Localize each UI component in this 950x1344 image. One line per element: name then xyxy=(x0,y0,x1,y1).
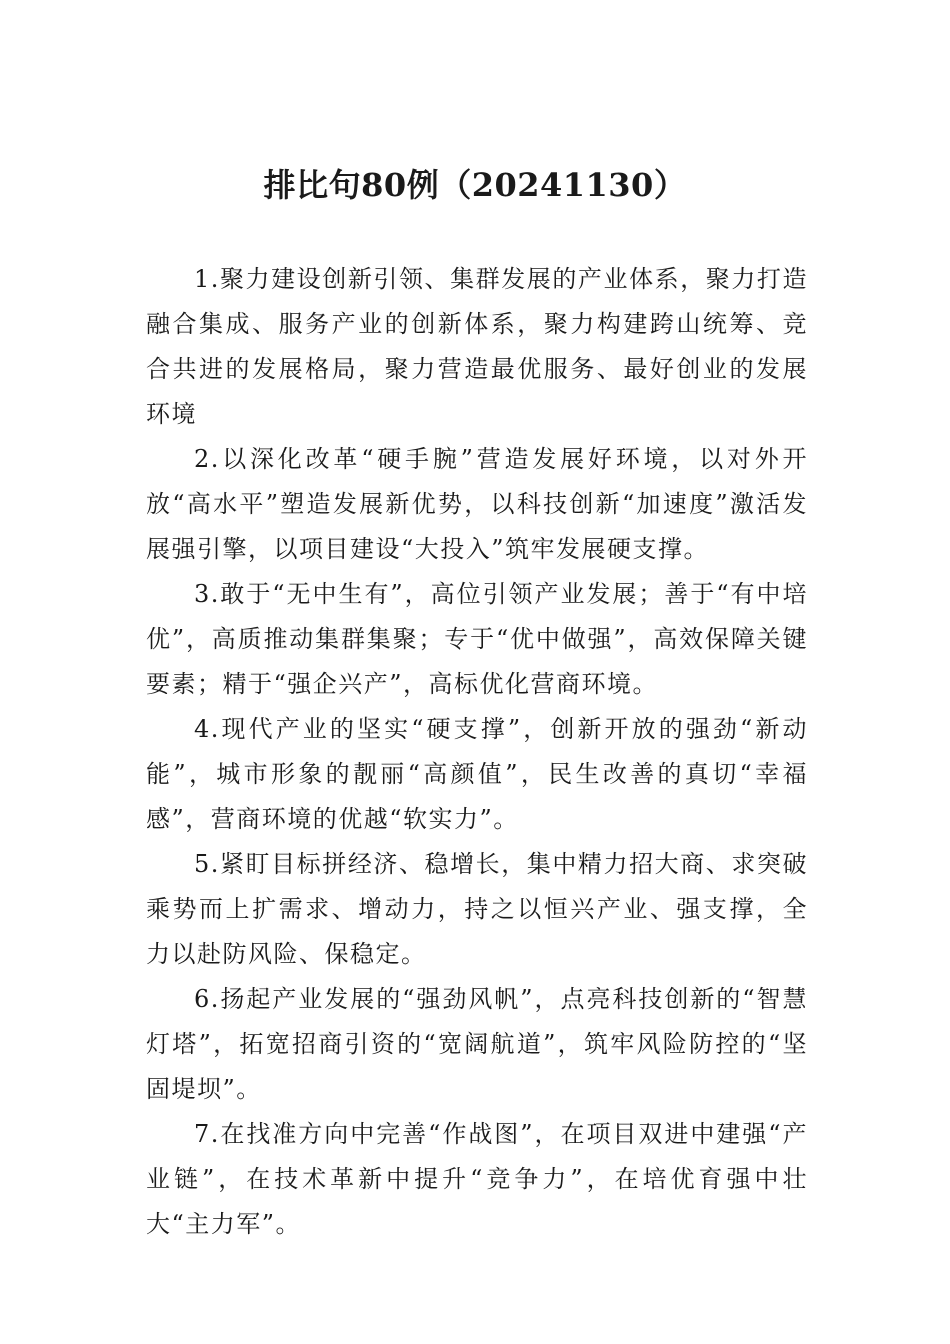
paragraph-5: 5.紧盯目标拼经济、稳增长，集中精力招大商、求突破乘势而上扩需求、增动力，持之以恒兴产业、强支撑，全力以赴防风险、保稳定。 xyxy=(146,850,808,968)
paragraph-2: 2.以深化改革“硬手腕”营造发展好环境，以对外开放“高水平”塑造发展新优势，以科技创新“加速度”激活发展强引擎，以项目建设“大投入”筑牢发展硬支撑。 xyxy=(146,445,808,563)
paragraph-3: 3.敢于“无中生有”，高位引领产业发展；善于“有中培优”，高质推动集群集聚；专于“优中做强”，高效保障关键要素；精于“强企兴产”，高标优化营商环境。 xyxy=(146,580,808,698)
paragraph-1: 1.聚力建设创新引领、集群发展的产业体系，聚力打造融合集成、服务产业的创新体系，聚力构建跨山统筹、竞合共进的发展格局，聚力营造最优服务、最好创业的发展环境 xyxy=(146,265,808,428)
document-body xyxy=(146,257,808,1247)
paragraph-4: 4.现代产业的坚实“硬支撑”，创新开放的强劲“新动能”，城市形象的靓丽“高颜值”，民生改善的真切“幸福感”，营商环境的优越“软实力”。 xyxy=(146,715,808,833)
paragraph-6: 6.扬起产业发展的“强劲风帆”，点亮科技创新的“智慧灯塔”，拓宽招商引资的“宽阔航道”，筑牢风险防控的“坚固堤坝”。 xyxy=(146,985,808,1103)
document-title: 排比句80例（20241130） xyxy=(263,166,687,204)
paragraph-7: 7.在找准方向中完善“作战图”，在项目双进中建强“产业链”，在技术革新中提升“竞争力”，在培优育强中壮大“主力军”。 xyxy=(146,1120,808,1238)
